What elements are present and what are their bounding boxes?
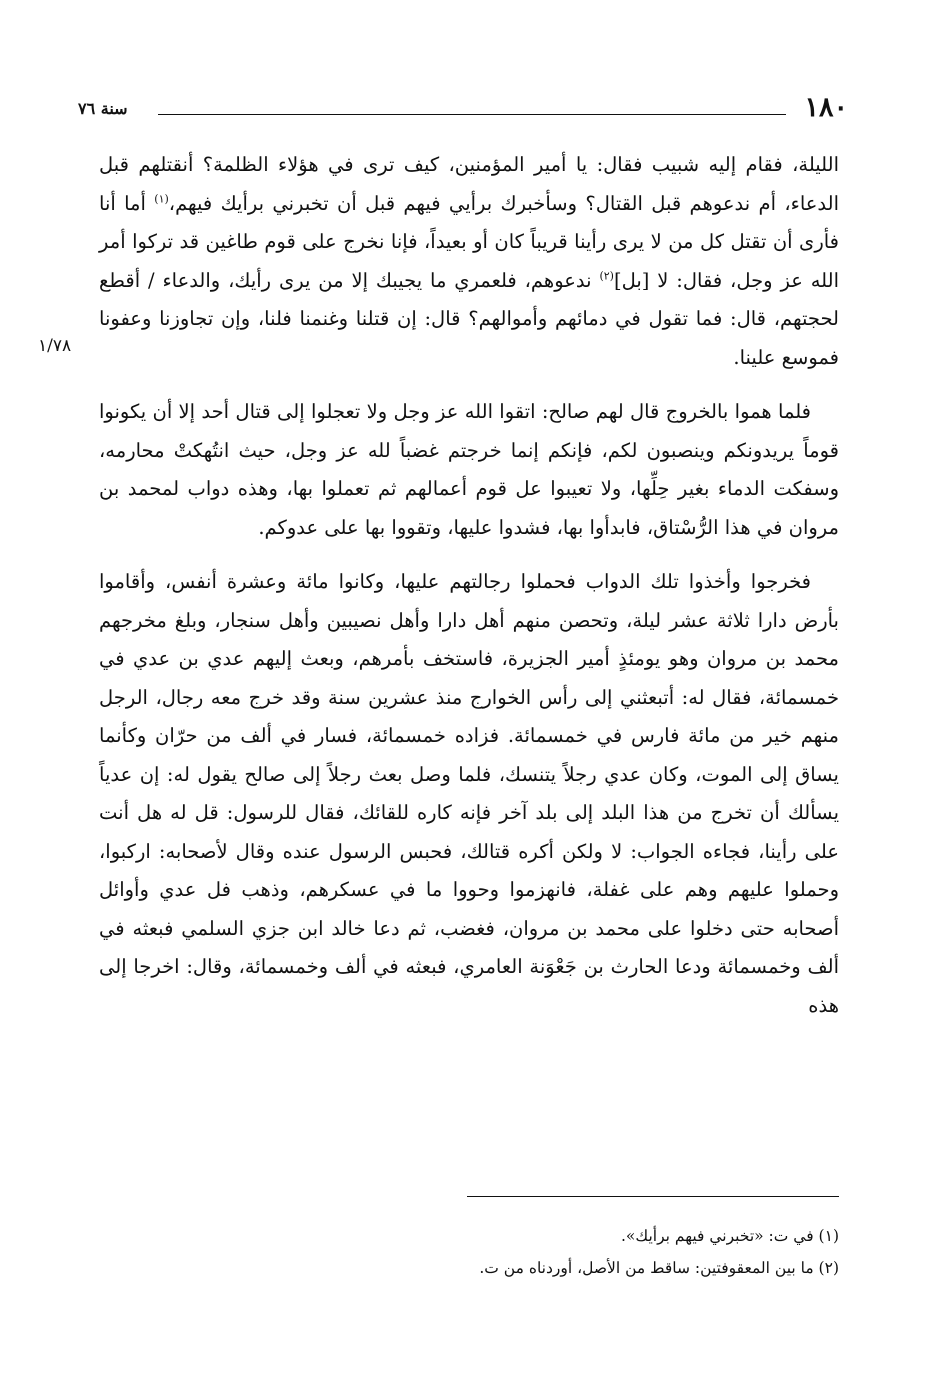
page-header — [78, 90, 848, 130]
manuscript-folio-marker: ١/٧٨ — [38, 336, 72, 356]
paragraph-2: فلما هموا بالخروج قال لهم صالح: اتقوا الله عز وجل ولا تعجلوا إلى قتال أحد إلا أن يكونوا قوماً يريدونكم وينصبون لكم، فإنكم إنما خرجتم غضباً لله عز وجل، حيث انتُهكتْ محارمه، وسفكت الدماء بغير حِلِّها، ولا تعيبوا عل قوم أعمالهم ثم تعملوا بها، وهذه دواب لمحمد بن مروان في هذا الرُّسْتاق، فابدأوا بها، فشدوا عليها، وتقووا بها على عدوكم. — [99, 400, 839, 539]
paragraph-3: فخرجوا وأخذوا تلك الدواب فحملوا رجالتهم عليها، وكانوا مائة وعشرة أنفس، وأقاموا بأرض دارا ثلاثة عشر ليلة، وتحصن منهم أهل دارا وأهل نصيبين وأهل سنجار، وبلغ مخرجهم محمد بن مروان وهو يومئذٍ أمير الجزيرة، فاستخف بأمرهم، وبعث إليهم عدي بن عدي في خمسمائة، فقال له: أتبعثني إلى رأس الخوارج منذ عشرين سنة وقد خرج معه رجال، الرجل منهم خير من مائة فارس في خمسمائة. فزاده خمسمائة، فسار في ألف من حرّان وكأنما يساق إلى الموت، وكان عدي رجلاً يتنسك، فلما وصل بعث رجلاً إلى صالح يقول له: إن عدياً يسألك أن تخرج من هذا البلد إلى بلد آخر فإنه كاره للقائك، فقال للرسول: قل له هل أنت على رأينا، فجاءه الجواب: لا ولكن أكره قتالك، فحبس الرسول عنده وقال لأصحابه: اركبوا، وحملوا عليهم وهم على غفلة، فانهزموا وحووا ما في عسكرهم، وذهب فل عدي وأوائل أصحابه حتى دخلوا على محمد بن مروان، فغضب، ثم دعا خالد ابن جزي السلمي فبعثه في ألف وخمسمائة ودعا الحارث بن جَعْوَنة العامري، فبعثه في ألف وخمسمائة، وقال: اخرجا إلى هذه — [99, 570, 839, 1017]
main-text — [99, 146, 839, 1025]
paragraph-1-segment-a: الليلة، فقام إليه شبيب فقال: يا أمير المؤمنين، كيف ترى في هؤلاء الظلمة؟ أنقتلهم قبل الدعاء، أم ندعوهم قبل القتال؟ وسأخبرك برأيي فيهم قبل أن تخبرني برأيك فيهم، — [99, 153, 839, 215]
paragraph-1-segment-c: ندعوهم، فلعمري ما يجيبك إلا من يرى رأيك، والدعاء / أقطع لحجتهم، قال: فما تقول في دمائهم وأموالهم؟ قال: إن قتلنا وغنمنا فلنا، وإن تجاوزنا وعفونا فموسع علينا. — [99, 268, 839, 369]
header-rule — [158, 114, 786, 115]
footnote-separator — [467, 1196, 839, 1197]
running-head: سنة ٧٦ — [78, 99, 128, 118]
footnote-1: (١) في ت: «تخبرني فيهم برأيك». — [621, 1227, 839, 1245]
footnotes — [99, 1220, 839, 1284]
paragraph-1-segment-b: أما أنا فأرى أن تقتل كل من لا يرى رأينا قريباً كان أو بعيداً، فإنا نخرج على قوم طاغين قد تركوا أمر الله عز وجل، فقال: لا [بل] — [99, 191, 839, 292]
paragraph-1 — [99, 146, 839, 377]
footnote-ref-1: (١) — [154, 192, 169, 205]
footnote-2: (٢) ما بين المعقوفتين: ساقط من الأصل، أوردناه من ت. — [479, 1259, 839, 1277]
footnote-ref-2: (٢) — [599, 269, 614, 282]
page-number: ١٨٠ — [804, 92, 848, 123]
